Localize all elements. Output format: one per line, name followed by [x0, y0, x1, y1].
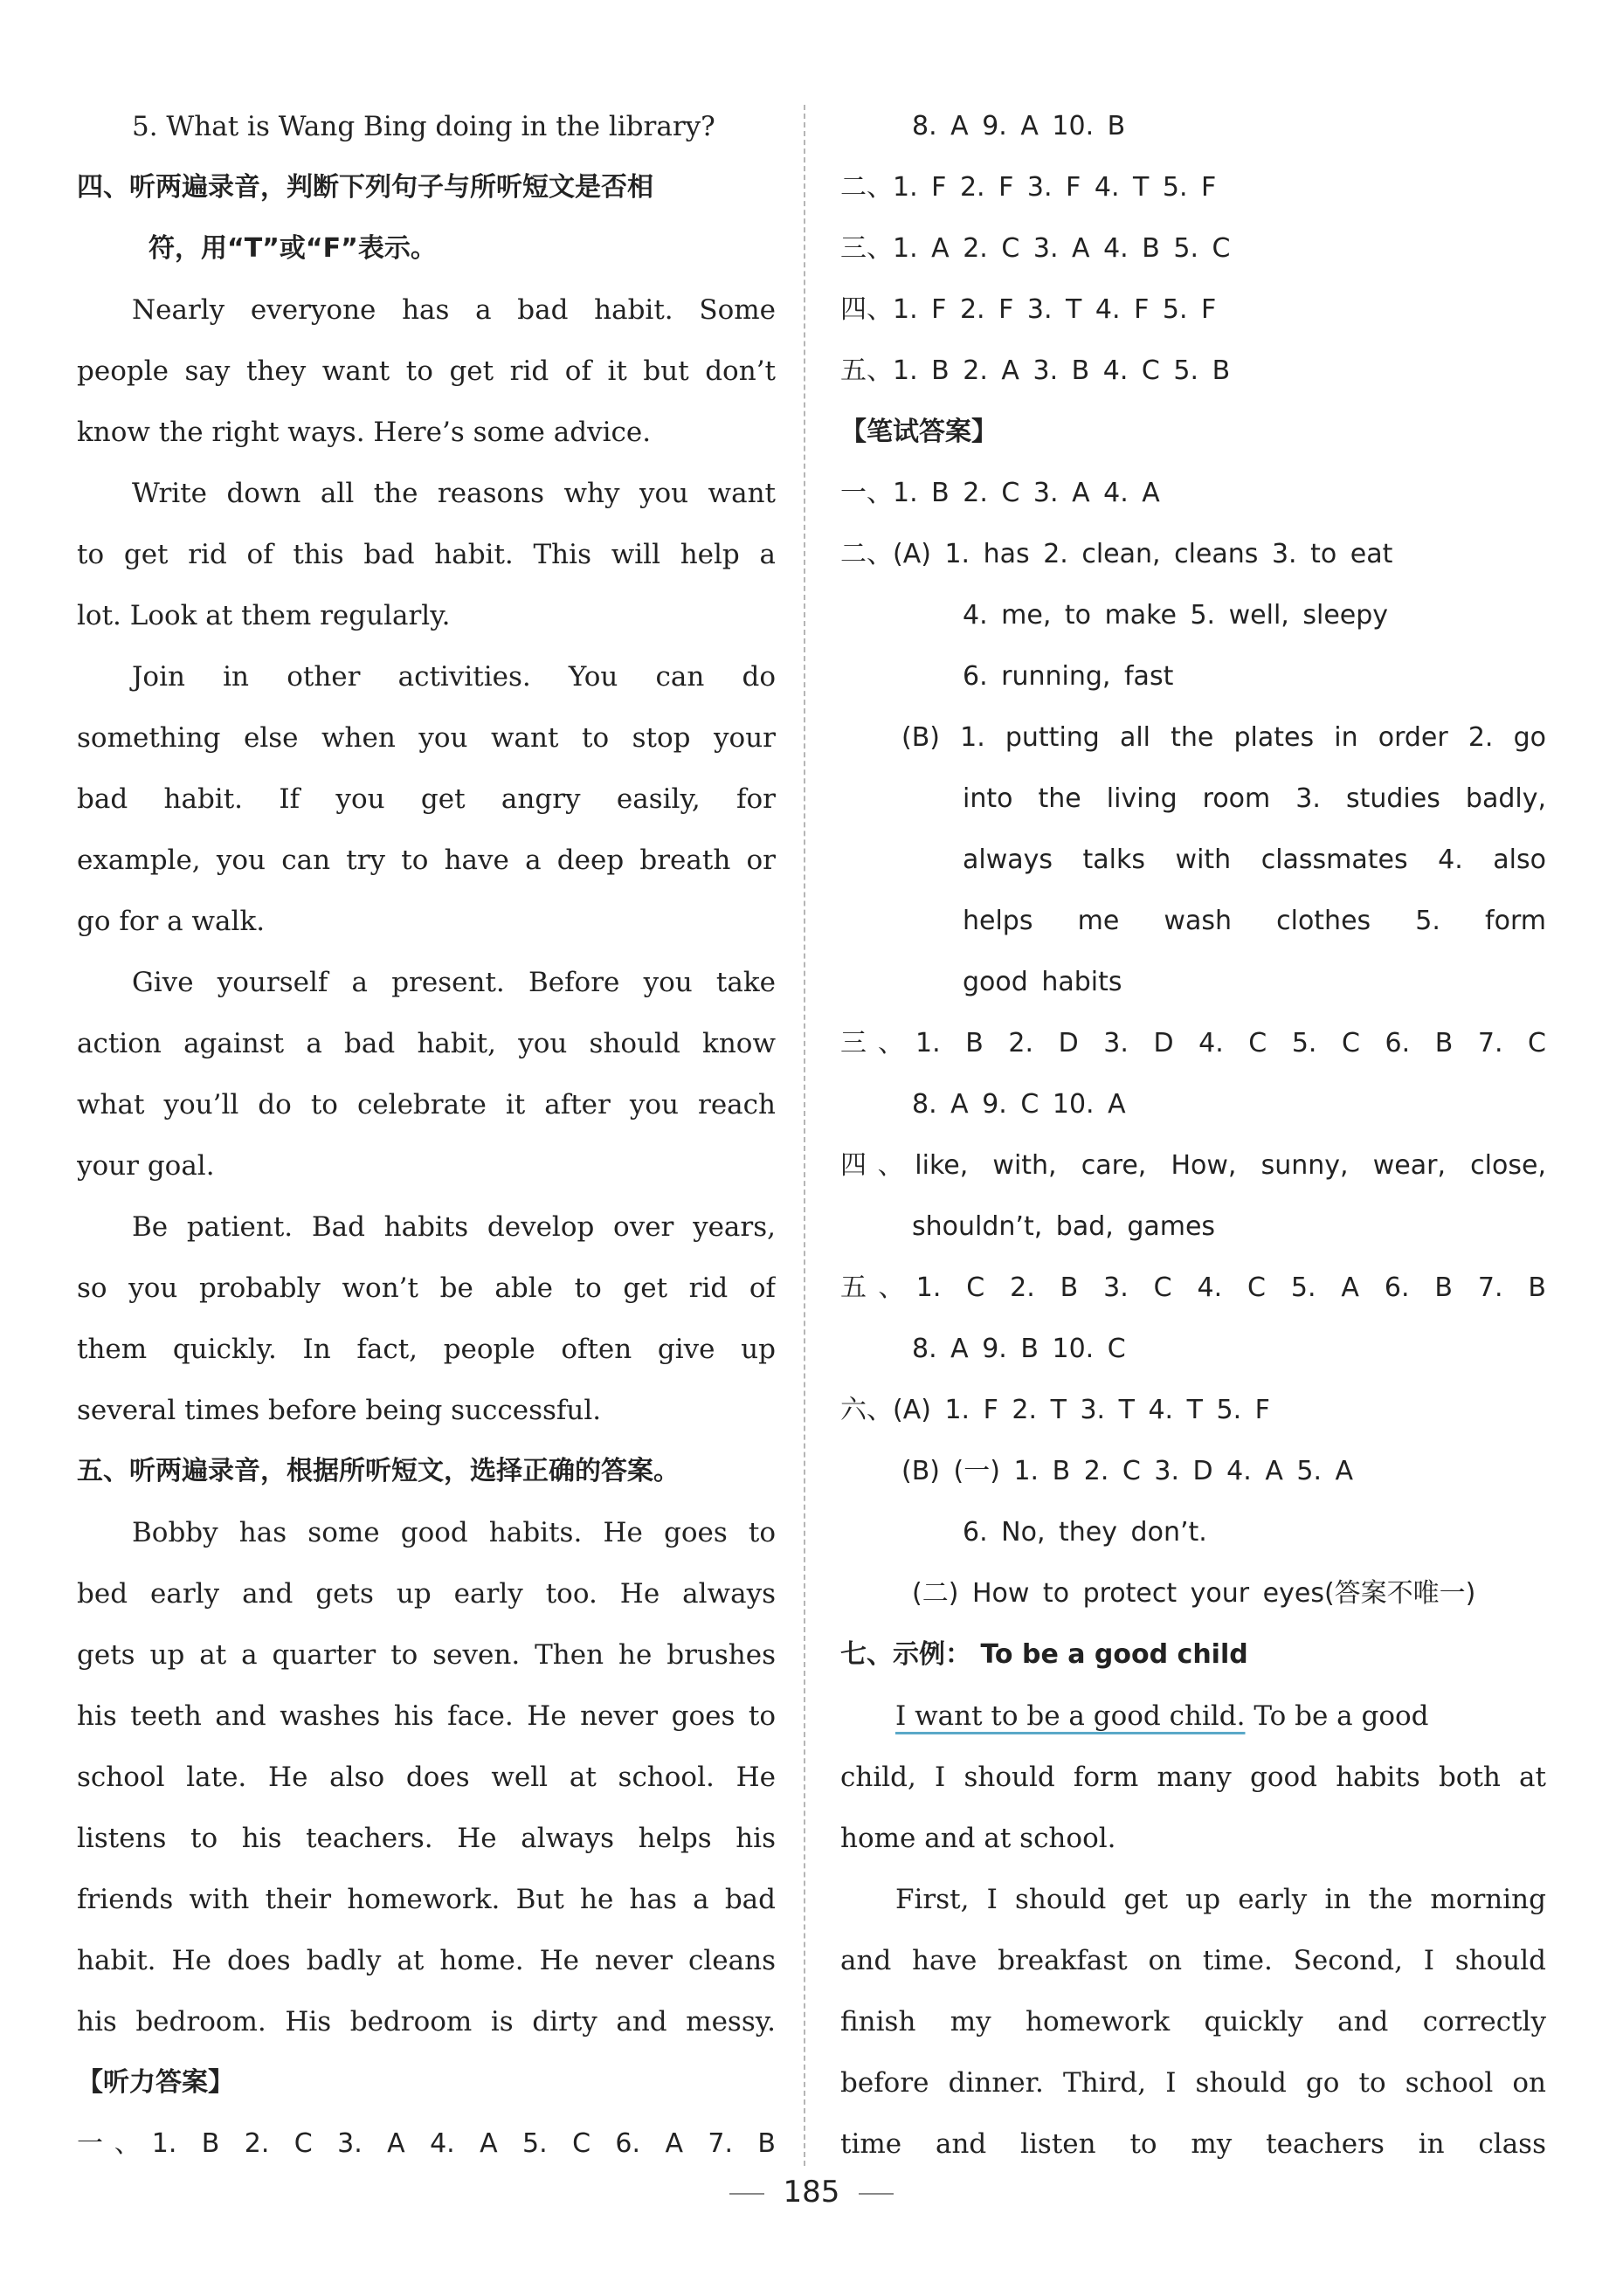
left-text-line: listens to his teachers. He always helps his	[77, 1823, 776, 1854]
left-text-line: habit. He does badly at home. He never cleans	[77, 1945, 776, 1976]
answer-key	[840, 96, 1546, 1686]
left-text-line: Write down all the reasons why you want	[132, 478, 776, 509]
left-text-line: Be patient. Bad habits develop over years,	[132, 1211, 776, 1243]
page-number-footer	[0, 2166, 1623, 2218]
answer-line: (B) 1. putting all the plates in order 2. go	[901, 722, 1546, 753]
essay-first-line	[840, 1686, 1546, 1747]
left-text-line: people say they want to get rid of it but don’t	[77, 355, 776, 387]
answer-line: 五、1. C 2. B 3. C 4. C 5. A 6. B 7. B	[840, 1272, 1546, 1303]
answer-line: good habits	[963, 967, 1122, 997]
left-text-line: several times before being successful.	[77, 1395, 602, 1426]
column-divider	[804, 105, 805, 2166]
answer-line: 一、1. B 2. C 3. A 4. A	[840, 478, 1160, 508]
left-text-line: them quickly. In fact, people often give up	[77, 1334, 776, 1365]
essay-line: home and at school.	[840, 1823, 1116, 1854]
answer-line: (二) How to protect your eyes(答案不唯一)	[912, 1578, 1476, 1609]
answer-line: 三、1. B 2. D 3. D 4. C 5. C 6. B 7. C	[840, 1028, 1546, 1058]
left-text-line: Nearly everyone has a bad habit. Some	[132, 294, 776, 326]
answer-line: 七、示例： To be a good child	[840, 1639, 1248, 1670]
answer-line: 8. A 9. B 10. C	[912, 1334, 1126, 1364]
left-text-line: lot. Look at them regularly.	[77, 600, 451, 631]
left-text-line: school late. He also does well at school. He	[77, 1762, 776, 1793]
left-text-line: 四、听两遍录音，判断下列句子与所听短文是否相	[77, 172, 653, 203]
answer-line: (B) (一) 1. B 2. C 3. D 4. A 5. A	[901, 1456, 1354, 1486]
answer-line: 二、(A) 1. has 2. clean, cleans 3. to eat	[840, 539, 1393, 569]
right-column	[840, 96, 1546, 2175]
left-text-line: his bedroom. His bedroom is dirty and messy.	[77, 2006, 776, 2037]
essay-line: finish my homework quickly and correctly	[840, 2006, 1546, 2037]
left-text-line: what you’ll do to celebrate it after you reach	[77, 1089, 776, 1120]
answer-line: helps me wash clothes 5. form	[963, 906, 1546, 936]
essay-line: First, I should get up early in the morning	[895, 1884, 1546, 1915]
left-text-line: 一、1. B 2. C 3. A 4. A 5. C 6. A 7. B	[77, 2128, 776, 2159]
answer-line: 【笔试答案】	[840, 417, 998, 447]
left-text-line: your goal.	[77, 1150, 215, 1182]
answer-line: 三、1. A 2. C 3. A 4. B 5. C	[840, 233, 1231, 264]
answer-line: 4. me, to make 5. well, sleepy	[963, 600, 1389, 631]
left-column	[77, 96, 776, 2175]
essay-body	[840, 1747, 1546, 2175]
left-text-line: friends with their homework. But he has a bad	[77, 1884, 776, 1915]
essay-line: time and listen to my teachers in class	[840, 2128, 1546, 2160]
left-text-line: go for a walk.	[77, 906, 266, 937]
answer-line: 六、(A) 1. F 2. T 3. T 4. T 5. F	[840, 1395, 1270, 1425]
left-text-line: something else when you want to stop your	[77, 722, 776, 754]
left-text-line: so you probably won’t be able to get rid of	[77, 1272, 776, 1304]
essay-first-sentence: I want to be a good child.	[895, 1700, 1246, 1732]
left-text-line: Give yourself a present. Before you take	[132, 967, 776, 998]
left-text-line: gets up at a quarter to seven. Then he brushes	[77, 1639, 776, 1671]
left-text-line: bad habit. If you get angry easily, for	[77, 783, 776, 815]
answer-line: 四、like, with, care, How, sunny, wear, close,	[840, 1150, 1546, 1181]
answer-line: 8. A 9. A 10. B	[912, 111, 1126, 141]
left-text-line: example, you can try to have a deep breath or	[77, 845, 776, 876]
left-text-line: Join in other activities. You can do	[132, 661, 776, 693]
answer-line: 6. No, they don’t.	[963, 1517, 1207, 1548]
left-text-line: know the right ways. Here’s some advice.	[77, 417, 652, 448]
answer-line: 四、1. F 2. F 3. T 4. F 5. F	[840, 294, 1217, 325]
left-text-line: 5. What is Wang Bing doing in the library?	[132, 111, 715, 142]
left-text-line: his teeth and washes his face. He never goes to	[77, 1700, 776, 1732]
answer-line: 6. running, fast	[963, 661, 1174, 692]
page-number: 185	[783, 2175, 840, 2210]
essay-line: before dinner. Third, I should go to school on	[840, 2067, 1546, 2099]
left-text-line: to get rid of this bad habit. This will help a	[77, 539, 776, 570]
left-text-line: 【听力答案】	[77, 2067, 234, 2098]
essay-line: and have breakfast on time. Second, I should	[840, 1945, 1546, 1976]
essay-first-rest: To be a good	[1245, 1700, 1429, 1732]
left-text-line: bed early and gets up early too. He always	[77, 1578, 776, 1610]
answer-line: 二、1. F 2. F 3. F 4. T 5. F	[840, 172, 1217, 203]
answer-line: always talks with classmates 4. also	[963, 845, 1546, 875]
answer-line: into the living room 3. studies badly,	[963, 783, 1546, 814]
left-text-line: action against a bad habit, you should know	[77, 1028, 776, 1059]
answer-line: shouldn’t, bad, games	[912, 1211, 1216, 1242]
left-text-line: Bobby has some good habits. He goes to	[132, 1517, 776, 1548]
answer-line: 8. A 9. C 10. A	[912, 1089, 1126, 1120]
left-text-line: 五、听两遍录音，根据所听短文，选择正确的答案。	[77, 1456, 680, 1486]
answer-line: 五、1. B 2. A 3. B 4. C 5. B	[840, 355, 1231, 386]
left-text-line: 符，用“T”或“F”表示。	[148, 233, 437, 264]
essay-line: child, I should form many good habits both at	[840, 1762, 1546, 1793]
